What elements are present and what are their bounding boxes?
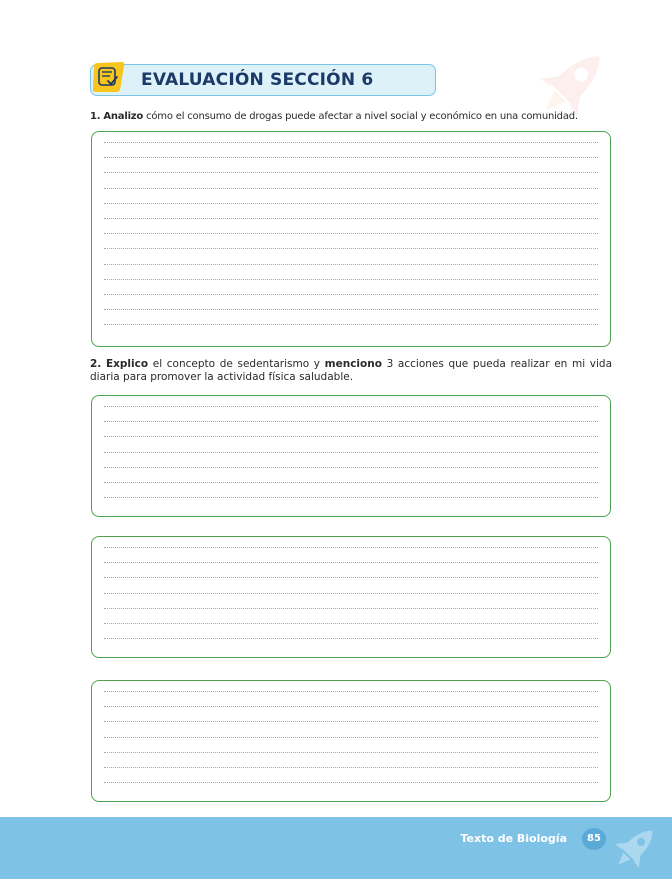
writing-line [104, 482, 598, 483]
writing-line [104, 562, 598, 563]
writing-line [104, 691, 598, 692]
page-footer [0, 817, 672, 879]
answer-box-1[interactable] [91, 131, 611, 347]
question-2-verb-menciono: menciono [324, 358, 382, 370]
writing-line [104, 172, 598, 173]
section-title: EVALUACIÓN SECCIÓN 6 [141, 70, 374, 90]
writing-lines [104, 547, 598, 653]
writing-lines [104, 142, 598, 339]
writing-line [104, 248, 598, 249]
writing-line [104, 294, 598, 295]
question-2-text-part1: el concepto de sedentarismo y [148, 358, 325, 370]
writing-line [104, 547, 598, 548]
writing-line [104, 782, 598, 783]
writing-line [104, 436, 598, 437]
page-number: 85 [582, 828, 606, 850]
answer-box-4[interactable] [91, 680, 611, 802]
writing-lines [104, 406, 598, 512]
writing-line [104, 706, 598, 707]
checklist-icon [90, 60, 126, 94]
writing-line [104, 452, 598, 453]
writing-line [104, 233, 598, 234]
question-1-number: 1. [90, 111, 101, 122]
question-1-text: cómo el consumo de drogas puede afectar a nivel social y económico en una comunidad. [143, 111, 578, 122]
writing-line [104, 593, 598, 594]
writing-line [104, 324, 598, 325]
writing-line [104, 497, 598, 498]
writing-line [104, 721, 598, 722]
writing-line [104, 638, 598, 639]
writing-line [104, 421, 598, 422]
section-banner [90, 64, 436, 96]
book-title: Texto de Biología [460, 832, 567, 845]
writing-line [104, 737, 598, 738]
writing-line [104, 279, 598, 280]
writing-line [104, 203, 598, 204]
bottom-margin [0, 879, 672, 886]
writing-line [104, 577, 598, 578]
rocket-footer-icon [604, 819, 664, 879]
writing-line [104, 608, 598, 609]
writing-line [104, 157, 598, 158]
answer-box-2[interactable] [91, 395, 611, 517]
writing-line [104, 188, 598, 189]
writing-line [104, 142, 598, 143]
writing-line [104, 309, 598, 310]
answer-box-3[interactable] [91, 536, 611, 658]
writing-line [104, 623, 598, 624]
writing-line [104, 767, 598, 768]
writing-line [104, 218, 598, 219]
writing-line [104, 752, 598, 753]
writing-line [104, 264, 598, 265]
writing-line [104, 467, 598, 468]
writing-lines [104, 691, 598, 797]
question-2 [90, 358, 612, 384]
question-1-verb: Analizo [103, 111, 144, 122]
question-2-verb-explico: Explico [105, 358, 149, 370]
question-1 [90, 110, 612, 123]
question-2-number: 2. [90, 358, 102, 370]
writing-line [104, 406, 598, 407]
question-2-text-part2: 3 acciones que pueda realizar en mi vida diaria para promover la actividad física saludable. [90, 358, 613, 383]
